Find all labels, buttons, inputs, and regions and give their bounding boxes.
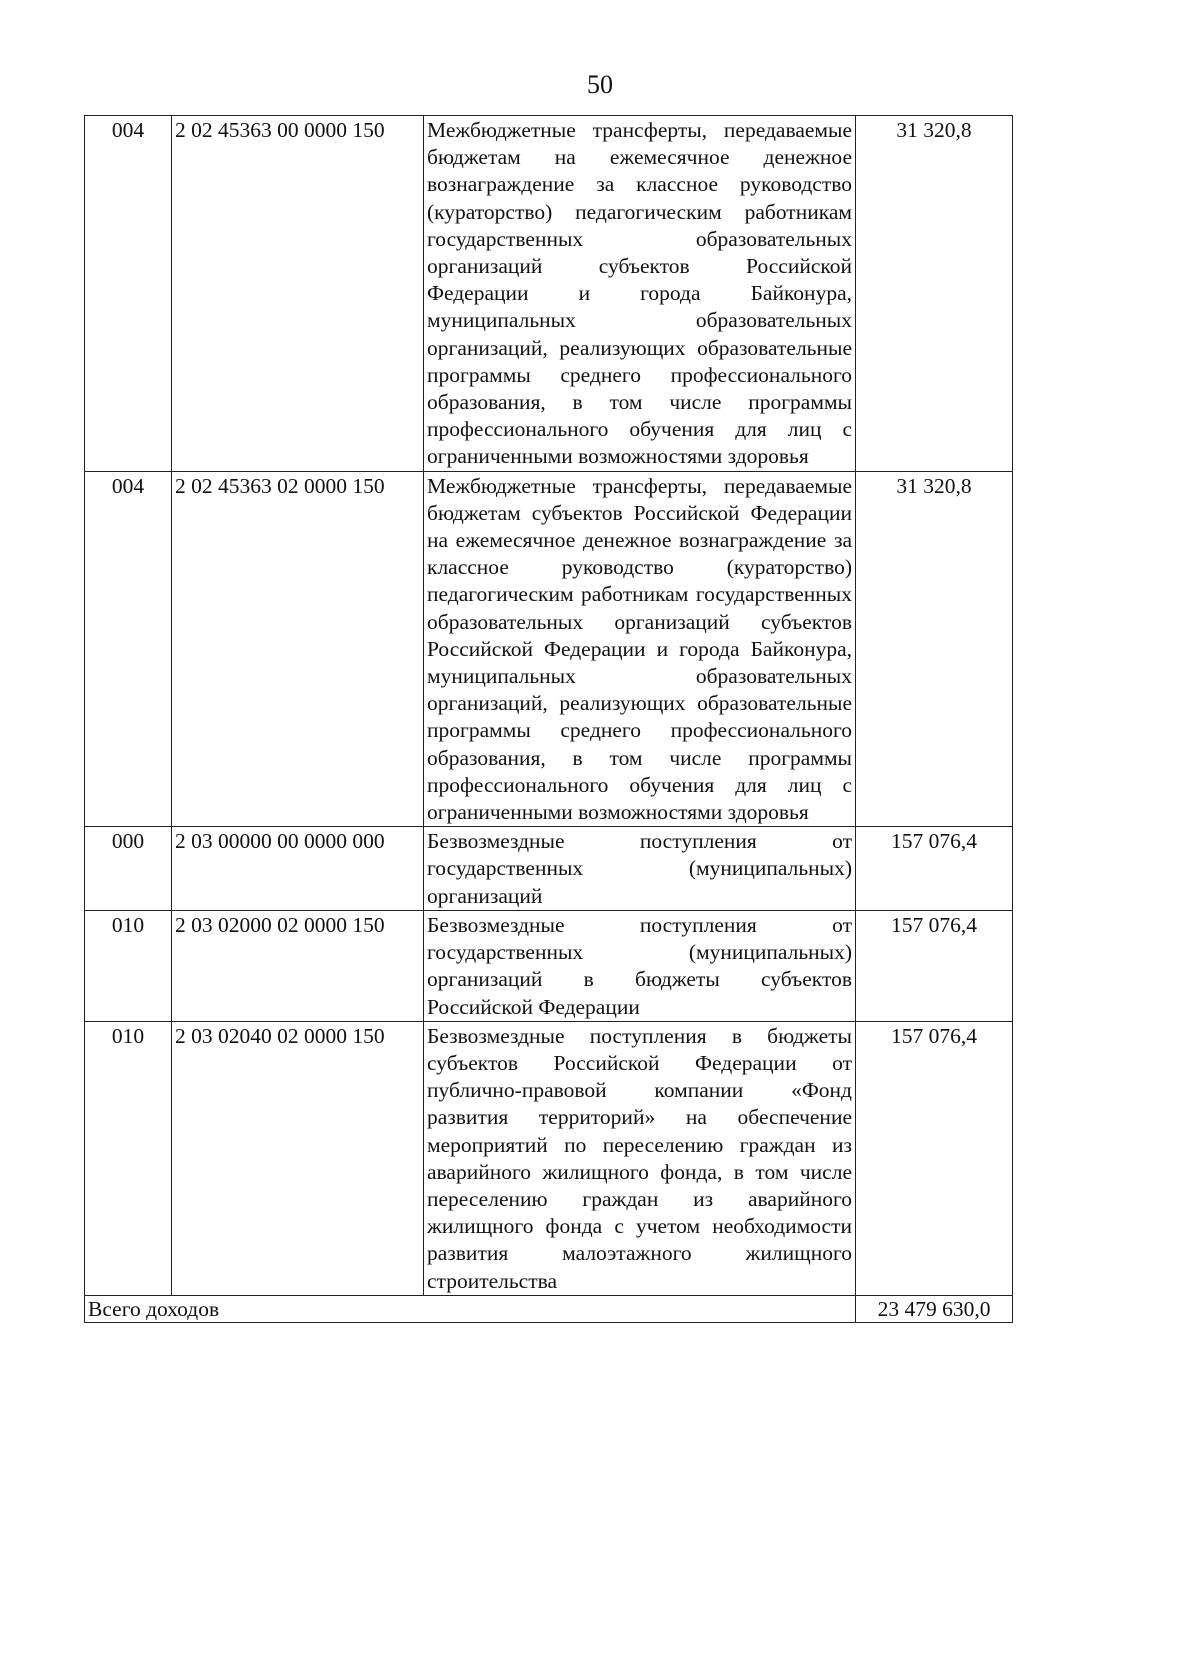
table-row [85, 116, 1013, 472]
admin-code-cell: 010 [85, 910, 172, 1021]
revenue-table-body [85, 116, 1013, 1323]
description-cell: Межбюджетные трансферты, передаваемые бюджетам субъектов Российской Федерации на ежемесячное денежное вознаграждение за классное руководство (кураторство) педагогическим работникам государственных образовательных организаций субъектов Российской Федерации и города Байконура, муниципальных образовательных организаций, реализующих образовательные программы среднего профессионального образования, в том числе программы профессионального обучения для лиц с ограниченными возможностями здоровья [424, 471, 856, 827]
amount-cell: 157 076,4 [856, 827, 1013, 911]
description-cell: Безвозмездные поступления от государственных (муниципальных) организаций [424, 827, 856, 911]
description-cell: Безвозмездные поступления в бюджеты субъектов Российской Федерации от публично-правовой компании «Фонд развития территорий» на обеспечение мероприятий по переселению граждан из аварийного жилищного фонда, в том числе переселению граждан из аварийного жилищного фонда с учетом необходимости развития малоэтажного жилищного строительства [424, 1021, 856, 1295]
total-row [85, 1295, 1013, 1322]
description-cell: Безвозмездные поступления от государственных (муниципальных) организаций в бюджеты субъектов Российской Федерации [424, 910, 856, 1021]
budget-code-cell: 2 03 02040 02 0000 150 [172, 1021, 424, 1295]
admin-code-cell: 000 [85, 827, 172, 911]
total-amount: 23 479 630,0 [856, 1295, 1013, 1322]
table-row [85, 471, 1013, 827]
page-number: 50 [587, 70, 613, 99]
admin-code-cell: 010 [85, 1021, 172, 1295]
amount-cell: 31 320,8 [856, 471, 1013, 827]
revenue-table [84, 115, 1013, 1323]
budget-code-cell: 2 03 00000 00 0000 000 [172, 827, 424, 911]
table-row [85, 827, 1013, 911]
budget-code-cell: 2 02 45363 02 0000 150 [172, 471, 424, 827]
amount-cell: 157 076,4 [856, 910, 1013, 1021]
admin-code-cell: 004 [85, 116, 172, 472]
budget-code-cell: 2 03 02000 02 0000 150 [172, 910, 424, 1021]
table-row [85, 910, 1013, 1021]
admin-code-cell: 004 [85, 471, 172, 827]
table-row [85, 1021, 1013, 1295]
description-cell: Межбюджетные трансферты, передаваемые бюджетам на ежемесячное денежное вознаграждение за классное руководство (кураторство) педагогическим работникам государственных образовательных организаций субъектов Российской Федерации и города Байконура, муниципальных образовательных организаций, реализующих образовательные программы среднего профессионального образования, в том числе программы профессионального обучения для лиц с ограниченными возможностями здоровья [424, 116, 856, 472]
total-label: Всего доходов [85, 1295, 856, 1322]
amount-cell: 31 320,8 [856, 116, 1013, 472]
budget-code-cell: 2 02 45363 00 0000 150 [172, 116, 424, 472]
amount-cell: 157 076,4 [856, 1021, 1013, 1295]
